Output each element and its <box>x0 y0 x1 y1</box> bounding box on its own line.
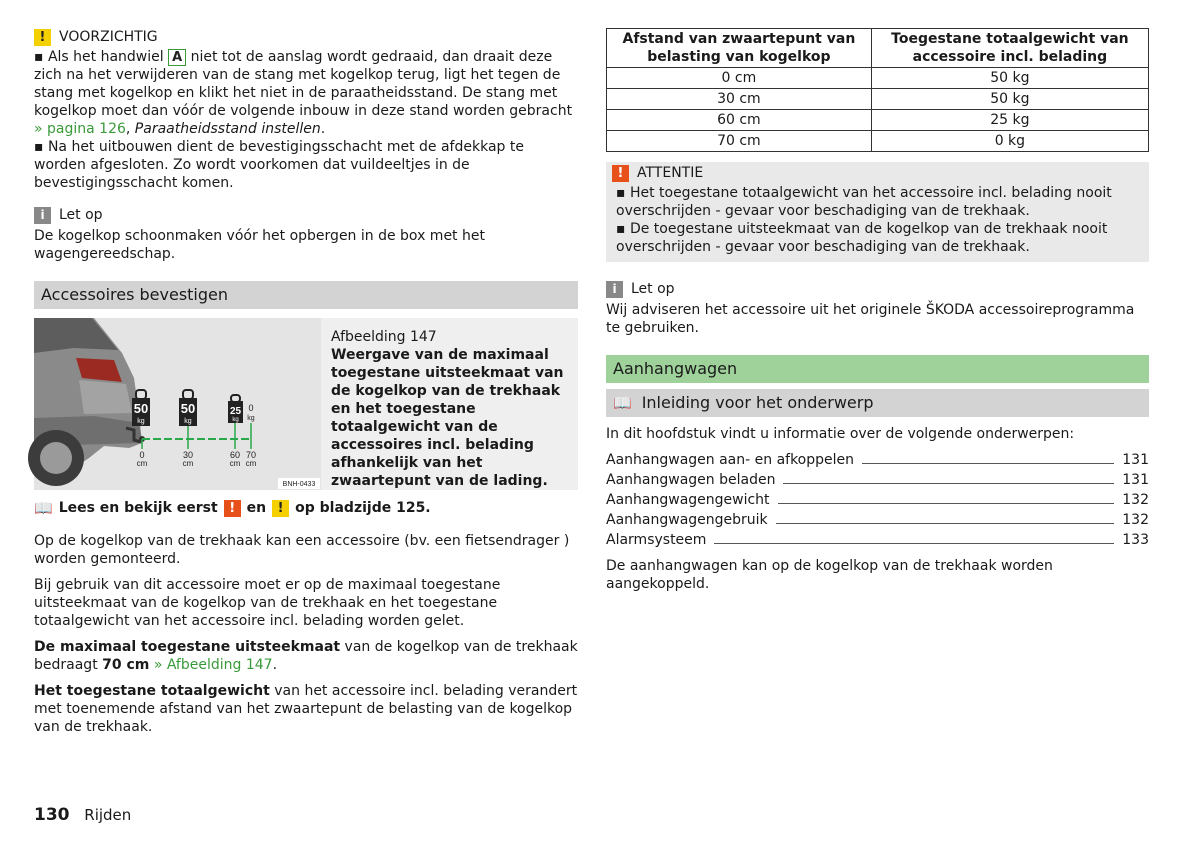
note-text: Wij adviseren het accessoire uit het originele ŠKODA accessoireprogramma te gebruiken. <box>606 302 1135 336</box>
warning-header <box>34 28 578 46</box>
note-title: Let op <box>631 281 675 297</box>
svg-text:0: 0 <box>248 403 254 413</box>
attention-paragraph-1: ▪ Het toegestane totaalgewicht van het accessoire incl. belading nooit overschrijden - gevaar voor beschadiging van de trekhaak. <box>616 185 1112 219</box>
svg-text:kg: kg <box>184 418 192 425</box>
paragraph-4: Het toegestane totaalgewicht van het accessoire incl. belading verandert met toenemende afstand van het zwaartepunt de belasting van de kogelkop van de trekhaak. <box>34 683 578 735</box>
note-block <box>606 280 1149 337</box>
warning-icon: ! <box>272 500 289 517</box>
right-column <box>606 28 1149 593</box>
svg-text:30: 30 <box>182 450 194 460</box>
figure-link[interactable]: » Afbeelding 147 <box>149 657 273 673</box>
table-header: Toegestane totaalgewicht van accessoire incl. belading <box>871 29 1148 68</box>
toc-item[interactable]: Alarmsysteem 133 <box>606 532 1149 548</box>
attention-title: ATTENTIE <box>637 165 704 181</box>
svg-text:60: 60 <box>229 450 241 460</box>
note-block <box>34 206 578 263</box>
figure-image <box>34 318 321 490</box>
figure-caption-text: Weergave van de maximaal toegestane uitsteekmaat van de kogelkop van de trekhaak en het toegestane totaalgewicht van de accessoires incl. belading afhankelijk van het zwaartepunt van de lading. <box>331 347 564 489</box>
subsection-title: 📖 Inleiding voor het onderwerp <box>606 389 1149 417</box>
info-icon: i <box>606 281 623 298</box>
note-header <box>34 206 578 224</box>
table-row: 0 cm 50 kg <box>607 68 1149 89</box>
figure-label: Afbeelding 147 <box>331 329 437 345</box>
spec-table <box>606 28 1149 152</box>
svg-text:50: 50 <box>180 401 196 416</box>
left-column <box>34 28 578 736</box>
attention-icon: ! <box>224 500 241 517</box>
svg-text:50: 50 <box>133 401 149 416</box>
book-icon: 📖 <box>613 394 632 412</box>
svg-text:kg: kg <box>232 417 239 423</box>
warning-title: VOORZICHTIG <box>59 29 158 45</box>
table-row: 30 cm 50 kg <box>607 89 1149 110</box>
paragraph-2: Bij gebruik van dit accessoire moet er op de maximaal toegestane uitsteekmaat van de kogelkop van de trekhaak en het toegestane totaalgewicht van het accessoire incl. belading worden gelet. <box>34 577 501 629</box>
svg-text:kg: kg <box>247 415 255 422</box>
paragraph-1: Op de kogelkop van de trekhaak kan een accessoire (bv. een fietsendrager ) worden gemonteerd. <box>34 533 570 567</box>
handwheel-label: A <box>168 49 186 66</box>
warning-paragraph-1: ▪ Als het handwiel A niet tot de aanslag wordt gedraaid, dan draait deze zich na het verwijderen van de stang met kogelkop terug, ligt het tegen de stang met kogelkop en klikt het niet in de paraatheidsstand. De stang met kogelkop moet dan vóór de volgende inbouw in deze stand worden gebracht » pagina 126, Paraatheidsstand instellen. <box>34 49 573 137</box>
note-header <box>606 280 1149 298</box>
svg-text:kg: kg <box>137 418 145 425</box>
table-header: Afstand van zwaartepunt van belasting van kogelkop <box>607 29 872 68</box>
attention-block <box>606 162 1149 262</box>
attention-paragraph-2: ▪ De toegestane uitsteekmaat van de kogelkop van de trekhaak nooit overschrijden - gevaar voor beschadiging van de trekhaak. <box>616 221 1108 255</box>
svg-text:cm: cm <box>136 459 148 468</box>
read-first-line: 📖 Lees en bekijk eerst ! en ! op bladzijde 125. <box>34 499 431 517</box>
svg-text:cm: cm <box>245 459 257 468</box>
toc-item[interactable]: Aanhangwagengebruik 132 <box>606 512 1149 528</box>
page-link[interactable]: » pagina 126 <box>34 121 126 137</box>
book-icon: 📖 <box>34 499 53 517</box>
page-number: 130 <box>34 805 70 825</box>
closing-text: De aanhangwagen kan op de kogelkop van de trekhaak worden aangekoppeld. <box>606 558 1053 592</box>
table-row: 60 cm 25 kg <box>607 110 1149 131</box>
page-footer <box>34 806 131 824</box>
svg-text:0: 0 <box>139 450 145 460</box>
paragraph-3: De maximaal toegestane uitsteekmaat van de kogelkop van de trekhaak bedraagt 70 cm » Afbeelding 147. <box>34 639 578 673</box>
toc-item[interactable]: Aanhangwagengewicht 132 <box>606 492 1149 508</box>
toc-item[interactable]: Aanhangwagen aan- en afkoppelen 131 <box>606 452 1149 468</box>
car-towbar-illustration <box>34 318 321 490</box>
figure-147 <box>34 318 578 490</box>
figure-code: BNH-0433 <box>282 481 316 488</box>
attention-header <box>612 164 1139 182</box>
warning-icon: ! <box>34 29 51 46</box>
section-title-aanhangwagen: Aanhangwagen <box>606 355 1149 383</box>
section-title-accessoires: Accessoires bevestigen <box>34 281 578 309</box>
toc-list <box>606 449 1149 549</box>
attention-icon: ! <box>612 165 629 182</box>
figure-caption <box>321 318 578 490</box>
footer-section: Rijden <box>84 806 132 824</box>
warning-paragraph-2: ▪ Na het uitbouwen dient de bevestigingsschacht met de afdekkap te worden afgesloten. Zo wordt voorkomen dat vuildeeltjes in de bevestigingsschacht komen. <box>34 139 524 191</box>
intro-text: In dit hoofdstuk vindt u informatie over de volgende onderwerpen: <box>606 426 1075 442</box>
note-title: Let op <box>59 207 103 223</box>
note-text: De kogelkop schoonmaken vóór het opbergen in de box met het wagengereedschap. <box>34 228 485 262</box>
svg-text:70: 70 <box>245 450 257 460</box>
warning-block <box>34 28 578 192</box>
table-row: 70 cm 0 kg <box>607 131 1149 152</box>
svg-text:cm: cm <box>182 459 194 468</box>
svg-text:cm: cm <box>229 459 241 468</box>
info-icon: i <box>34 207 51 224</box>
toc-item[interactable]: Aanhangwagen beladen 131 <box>606 472 1149 488</box>
svg-text:25: 25 <box>229 406 242 417</box>
